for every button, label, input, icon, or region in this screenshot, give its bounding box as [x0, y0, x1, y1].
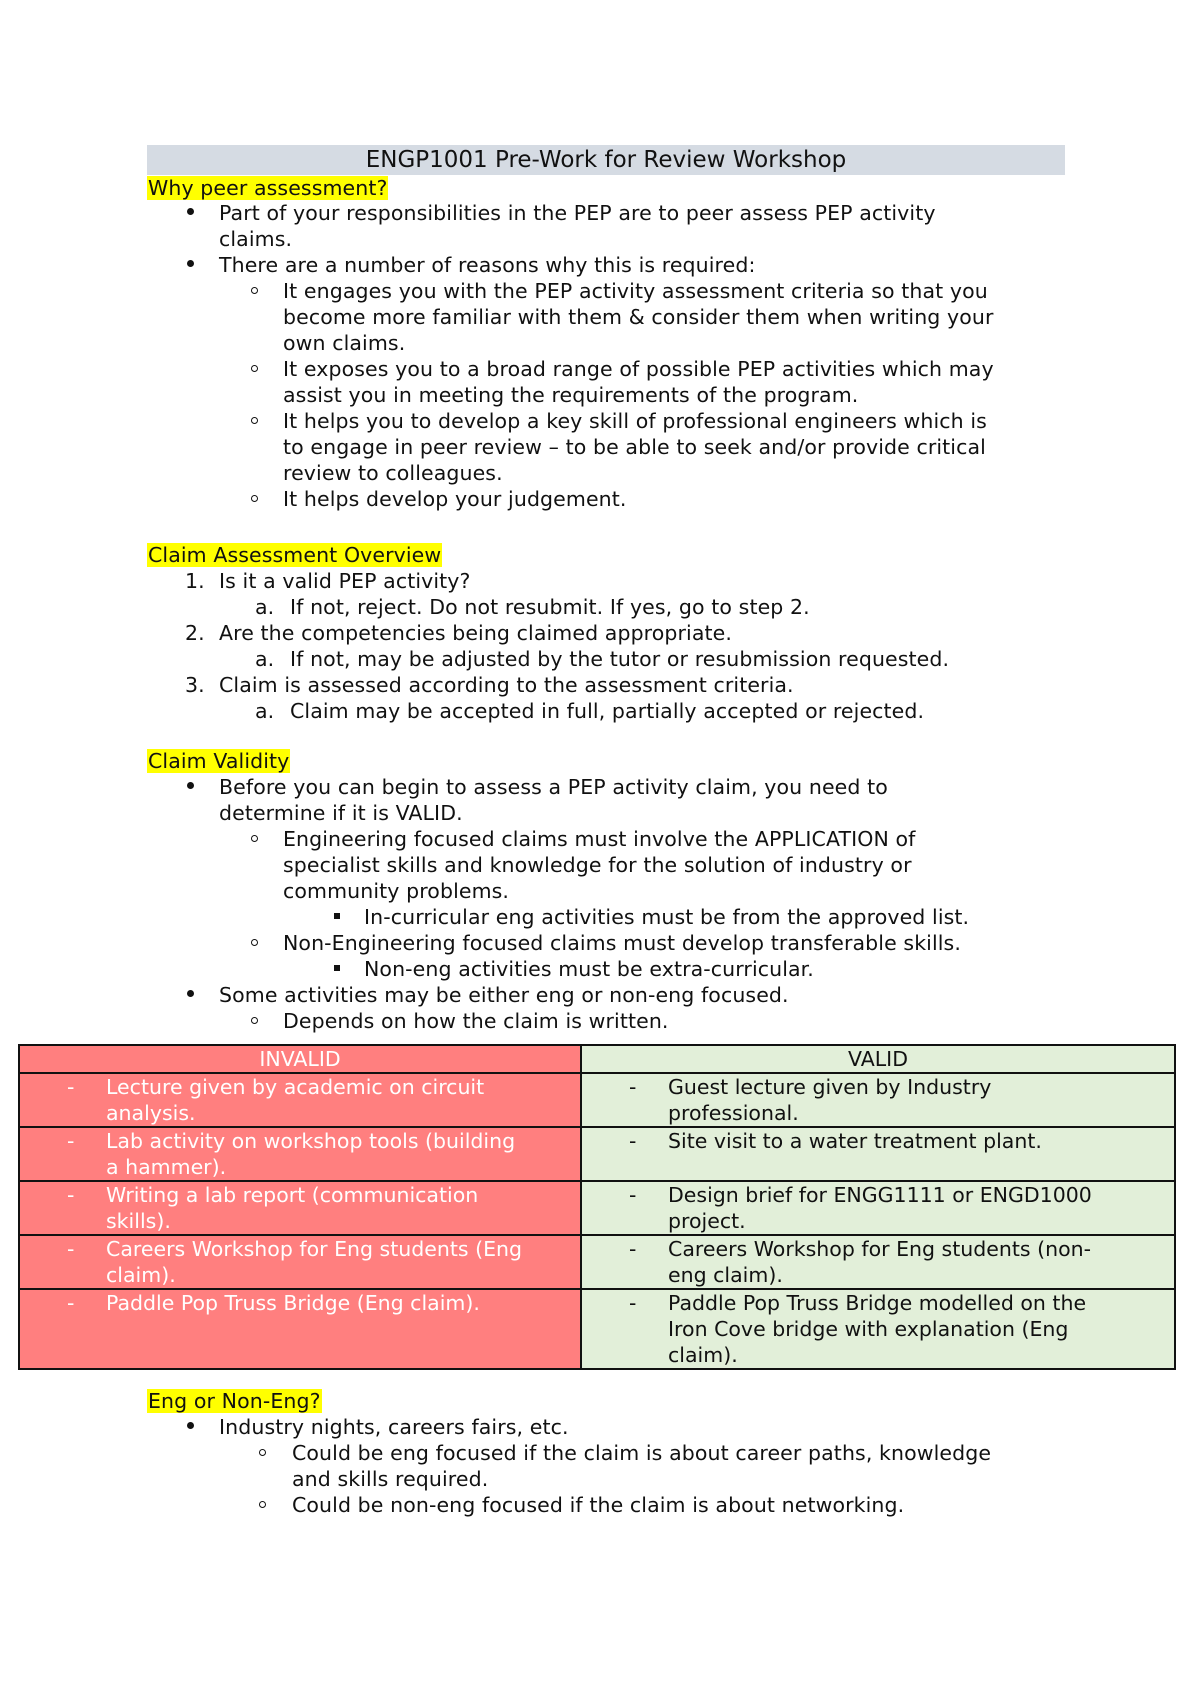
cell-line: Design brief for ENGG1111 or ENGD1000	[668, 1183, 1092, 1207]
list-item-text: Claim is assessed according to the assessment criteria.	[219, 673, 794, 697]
table-header-row	[19, 1045, 1175, 1073]
subbullet-circle	[251, 495, 258, 502]
valid-cell	[581, 1181, 1175, 1235]
bullet-text: There are a number of reasons why this is required:	[219, 253, 756, 277]
dash-marker: -	[67, 1237, 75, 1261]
section-heading-why: Why peer assessment?	[148, 176, 388, 200]
cell-line: Paddle Pop Truss Bridge (Eng claim).	[106, 1291, 480, 1315]
header-valid: VALID	[581, 1045, 1175, 1073]
bullet-text: claims.	[219, 227, 293, 251]
cell-line: claim).	[668, 1343, 738, 1367]
dash-marker: -	[67, 1075, 75, 1099]
cell-line: Paddle Pop Truss Bridge modelled on the	[668, 1291, 1087, 1315]
subbullet-text: community problems.	[283, 879, 510, 903]
invalid-cell	[19, 1073, 581, 1127]
valid-cell	[581, 1235, 1175, 1289]
invalid-cell	[19, 1289, 581, 1369]
sublist-marker: a.	[255, 595, 275, 619]
section-heading-eng-or-non-eng: Eng or Non-Eng?	[148, 1389, 321, 1413]
subbullet-text: Could be eng focused if the claim is about career paths, knowledge	[292, 1441, 992, 1465]
bullet-dot	[187, 260, 194, 267]
subbullet-circle	[251, 835, 258, 842]
cell-line: Site visit to a water treatment plant.	[668, 1129, 1042, 1153]
cell-line: Writing a lab report (communication	[106, 1183, 479, 1207]
bullet-text: Part of your responsibilities in the PEP are to peer assess PEP activity	[219, 201, 936, 225]
tertiary-text: In-curricular eng activities must be from the approved list.	[364, 905, 970, 929]
subbullet-text: It exposes you to a broad range of possible PEP activities which may	[283, 357, 994, 381]
sublist-text: If not, reject. Do not resubmit. If yes, go to step 2.	[290, 595, 810, 619]
sublist-text: If not, may be adjusted by the tutor or resubmission requested.	[290, 647, 950, 671]
list-item-text: Are the competencies being claimed appropriate.	[219, 621, 732, 645]
table-row	[19, 1289, 1175, 1369]
bullet-text: Industry nights, careers fairs, etc.	[219, 1415, 569, 1439]
dash-marker: -	[629, 1129, 637, 1153]
subbullet-text: Could be non-eng focused if the claim is about networking.	[292, 1493, 905, 1517]
table-row	[19, 1127, 1175, 1181]
invalid-cell	[19, 1127, 581, 1181]
subbullet-text: Non-Engineering focused claims must develop transferable skills.	[283, 931, 961, 955]
document-title: ENGP1001 Pre-Work for Review Workshop	[147, 145, 1065, 175]
subbullet-text: specialist skills and knowledge for the solution of industry or	[283, 853, 912, 877]
table-row	[19, 1235, 1175, 1289]
dash-marker: -	[67, 1291, 75, 1315]
bullet-text: Some activities may be either eng or non-eng focused.	[219, 983, 789, 1007]
sublist-marker: a.	[255, 647, 275, 671]
tertiary-bullet-square	[334, 913, 340, 919]
cell-line: Careers Workshop for Eng students (non-	[668, 1237, 1092, 1261]
subbullet-text: and skills required.	[292, 1467, 489, 1491]
invalid-cell	[19, 1235, 581, 1289]
table-row	[19, 1181, 1175, 1235]
subbullet-text: Engineering focused claims must involve the APPLICATION of	[283, 827, 916, 851]
dash-marker: -	[67, 1129, 75, 1153]
cell-line: a hammer).	[106, 1155, 227, 1179]
cell-line: Lab activity on workshop tools (building	[106, 1129, 516, 1153]
subbullet-circle	[251, 287, 258, 294]
bullet-text: determine if it is VALID.	[219, 801, 463, 825]
cell-line: Careers Workshop for Eng students (Eng	[106, 1237, 523, 1261]
subbullet-circle	[251, 365, 258, 372]
cell-line: Lecture given by academic on circuit	[106, 1075, 485, 1099]
subbullet-circle	[251, 417, 258, 424]
dash-marker: -	[629, 1291, 637, 1315]
valid-cell	[581, 1073, 1175, 1127]
section-heading-overview: Claim Assessment Overview	[148, 543, 442, 567]
subbullet-text: become more familiar with them & consider them when writing your	[283, 305, 994, 329]
invalid-cell	[19, 1181, 581, 1235]
subbullet-circle	[259, 1449, 266, 1456]
tertiary-bullet-square	[334, 965, 340, 971]
cell-line: skills).	[106, 1209, 171, 1233]
tertiary-text: Non-eng activities must be extra-curricular.	[364, 957, 814, 981]
subbullet-text: own claims.	[283, 331, 406, 355]
cell-line: Iron Cove bridge with explanation (Eng	[668, 1317, 1069, 1341]
bullet-text: Before you can begin to assess a PEP activity claim, you need to	[219, 775, 888, 799]
subbullet-text: Depends on how the claim is written.	[283, 1009, 669, 1033]
subbullet-text: assist you in meeting the requirements of the program.	[283, 383, 859, 407]
cell-line: eng claim).	[668, 1263, 783, 1287]
subbullet-text: to engage in peer review – to be able to seek and/or provide critical	[283, 435, 986, 459]
section-heading-validity: Claim Validity	[148, 749, 290, 773]
cell-line: project.	[668, 1209, 746, 1233]
cell-line: analysis.	[106, 1101, 196, 1125]
subbullet-circle	[259, 1501, 266, 1508]
subbullet-text: review to colleagues.	[283, 461, 503, 485]
subbullet-text: It helps develop your judgement.	[283, 487, 627, 511]
subbullet-text: It helps you to develop a key skill of professional engineers which is	[283, 409, 987, 433]
bullet-dot	[187, 208, 194, 215]
dash-marker: -	[629, 1237, 637, 1261]
bullet-dot	[187, 782, 194, 789]
bullet-dot	[187, 1422, 194, 1429]
table-row	[19, 1073, 1175, 1127]
subbullet-circle	[251, 1017, 258, 1024]
subbullet-text: It engages you with the PEP activity assessment criteria so that you	[283, 279, 988, 303]
list-number: 3.	[185, 673, 205, 697]
sublist-marker: a.	[255, 699, 275, 723]
list-number: 1.	[185, 569, 205, 593]
cell-line: Guest lecture given by Industry	[668, 1075, 992, 1099]
cell-line: claim).	[106, 1263, 176, 1287]
valid-cell	[581, 1127, 1175, 1181]
valid-cell	[581, 1289, 1175, 1369]
bullet-dot	[187, 990, 194, 997]
dash-marker: -	[67, 1183, 75, 1207]
sublist-text: Claim may be accepted in full, partially accepted or rejected.	[290, 699, 925, 723]
dash-marker: -	[629, 1183, 637, 1207]
validity-table	[18, 1044, 1176, 1370]
list-number: 2.	[185, 621, 205, 645]
list-item-text: Is it a valid PEP activity?	[219, 569, 471, 593]
dash-marker: -	[629, 1075, 637, 1099]
cell-line: professional.	[668, 1101, 799, 1125]
subbullet-circle	[251, 939, 258, 946]
header-invalid: INVALID	[19, 1045, 581, 1073]
